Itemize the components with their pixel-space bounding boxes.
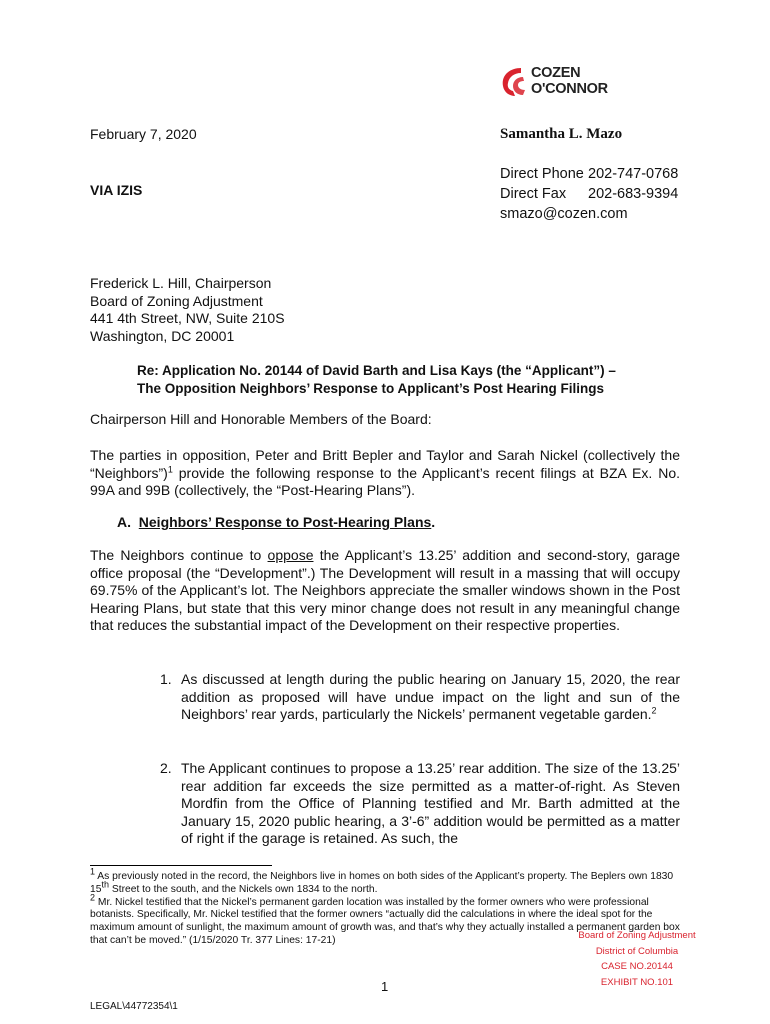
body-text-2: the Applicant’s 13.25’ addition and second-story, garage office proposal (the “Development”.) The Development will result in a massing that will occupy 69.75% of the Applicant’s lot. The Neighbors appreciate the smaller windows shown in the Post Hearing Plans, but state that this very minor change does not result in any meaningful change that reduces the substantial impact of the Development on their respective properties. — [90, 547, 680, 634]
section-a-title: Neighbors’ Response to Post-Hearing Plans — [138, 514, 432, 530]
stamp-district: District of Columbia — [595, 945, 679, 957]
recipient-address — [90, 275, 285, 345]
cozen-oconnor-logo — [499, 64, 639, 104]
email-address[interactable]: smazo@cozen.com — [500, 206, 628, 222]
stamp-case: CASE NO.20144 — [601, 961, 673, 972]
intro-paragraph — [90, 447, 680, 500]
salutation: Chairperson Hill and Honorable Members of the Board: — [90, 411, 432, 427]
body-paragraph — [90, 547, 680, 635]
sender-contact — [500, 164, 678, 224]
list-item-text: As discussed at length during the public hearing on January 15, 2020, the rear addition as proposed will have undue impact on the light and sun of the Neighbors’ rear yards, particularly the Nickels’ permanent vegetable garden.$^2$ — [181, 671, 680, 723]
list-item — [160, 760, 680, 848]
recipient-street: 441 4th Street, NW, Suite 210S — [90, 310, 285, 326]
fax-line — [500, 184, 678, 204]
footnote-divider — [90, 865, 272, 866]
footnote-2: $^2$ Mr. Nickel testified that the Nickel’s permanent garden location was installed by the former owners who were professional botanists. Specifically, Mr. Nickel testified that the former owners “actually did the calculations in where the ideal spot for the maximum amount of sunlight, the maximum amount of growth was, and that’s why they actually installed a permanent garden box that can’t be moved.” (1/15/2020 Tr. 377 Lines: 17-21) — [90, 892, 680, 946]
page-number: 1 — [381, 979, 389, 994]
list-item-number: 1. — [160, 671, 172, 687]
list-item — [160, 671, 680, 724]
footnote-1: $^1$ As previously noted in the record, the Neighbors live in homes on both sides of the Applicant’s property. The Beplers own 1830 15th Street to the south, and the Nickels own 1834 to the north. — [90, 866, 674, 895]
section-a-period: . — [431, 514, 436, 530]
body-underlined: oppose — [267, 547, 314, 563]
cozen-logo-icon — [499, 65, 529, 99]
fax-label: Direct Fax — [500, 186, 567, 202]
re-line-2: The Opposition Neighbors’ Response to Applicant’s Post Hearing Filings — [137, 380, 605, 396]
letter-date: February 7, 2020 — [90, 126, 197, 142]
phone-line — [500, 164, 678, 184]
document-id: LEGAL\44772354\1 — [90, 1001, 178, 1012]
body-text-1: The Neighbors continue to — [90, 547, 268, 563]
section-a-letter: A. — [117, 514, 131, 530]
footnote-ref-2: 2 — [651, 705, 657, 716]
section-a-heading — [117, 514, 435, 530]
exhibit-stamp — [578, 928, 696, 990]
recipient-name: Frederick L. Hill, Chairperson — [90, 275, 272, 291]
phone-number: 202-747-0768 — [588, 166, 679, 182]
recipient-city: Washington, DC 20001 — [90, 327, 235, 344]
delivery-method: VIA IZIS — [90, 182, 143, 198]
re-line — [137, 362, 697, 397]
stamp-board: Board of Zoning Adjustment — [578, 930, 696, 941]
list-item-text: The Applicant continues to propose a 13.25’ rear addition. The size of the 13.25’ rear addition far exceeds the size permitted as a matter-of-right. As Steven Mordfin from the Office of Planning testified and Mr. Barth admitted at the January 15, 2020 public hearing, a 3’-6” addition would be permitted as a matter of right if the garage is retained. As such, the — [181, 760, 680, 847]
sender-name: Samantha L. Mazo — [500, 126, 623, 142]
footnote-ref-1: 1 — [167, 463, 173, 474]
intro-text-2: provide the following response to the Applicant’s recent filings at BZA Ex. No. 99A and 99B (collectively, the “Post-Hearing Plans”). — [90, 464, 680, 499]
phone-label: Direct Phone — [500, 166, 584, 182]
intro-text-1: The parties in opposition, Peter and Britt Bepler and Taylor and Sarah Nickel (collectively the “Neighbors”) — [90, 447, 680, 481]
logo-wordmark: COZEN O'CONNOR — [531, 65, 608, 97]
stamp-exhibit: EXHIBIT NO.101 — [600, 976, 674, 988]
re-line-1: Re: Application No. 20144 of David Barth and Lisa Kays (the “Applicant”) – — [137, 363, 616, 378]
list-item-number: 2. — [160, 760, 172, 776]
fax-number: 202-683-9394 — [588, 186, 679, 202]
recipient-org: Board of Zoning Adjustment — [90, 292, 263, 309]
